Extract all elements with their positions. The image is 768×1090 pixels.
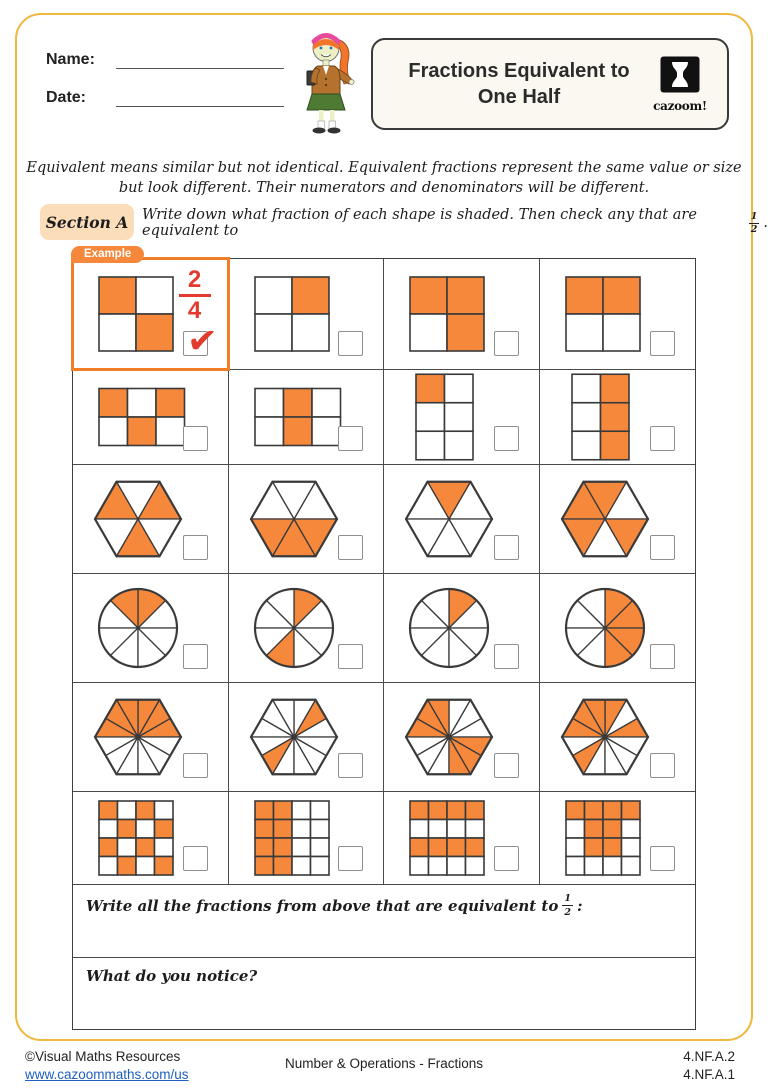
fraction-cell-r6c4 bbox=[540, 792, 696, 884]
standard-code-2: 4.NF.A.1 bbox=[683, 1067, 735, 1083]
section-suffix: . bbox=[763, 215, 768, 231]
fraction-shape-hex bbox=[249, 480, 339, 558]
answer-checkbox[interactable] bbox=[494, 535, 519, 560]
fraction-shape-grid bbox=[253, 387, 343, 448]
q2-text: What do you notice? bbox=[86, 967, 258, 985]
cazoom-logo-text: cazoom! bbox=[653, 98, 707, 113]
answer-checkbox[interactable] bbox=[650, 846, 675, 871]
date-input-line[interactable] bbox=[116, 86, 284, 107]
page-title: Fractions Equivalent to One Half bbox=[408, 59, 630, 108]
fraction-cell-r3c2 bbox=[229, 465, 385, 573]
standard-code-1: 4.NF.A.2 bbox=[683, 1049, 735, 1064]
fraction-shape-grid bbox=[97, 799, 175, 877]
answer-checkbox[interactable] bbox=[338, 846, 363, 871]
fraction-shape-grid bbox=[564, 799, 642, 877]
copyright-text: ©Visual Maths Resources bbox=[25, 1049, 181, 1064]
answer-checkbox[interactable] bbox=[183, 753, 208, 778]
answer-checkbox[interactable] bbox=[650, 535, 675, 560]
fraction-shape-hex bbox=[93, 480, 183, 558]
footer-topic: Number & Operations - Fractions bbox=[284, 1056, 484, 1071]
fraction-shape-grid bbox=[570, 372, 631, 462]
q1-suffix: : bbox=[577, 896, 583, 915]
fraction-cell-r2c1 bbox=[73, 370, 229, 464]
fraction-cell-r1c4 bbox=[540, 259, 696, 369]
answer-checkbox[interactable] bbox=[650, 426, 675, 451]
fraction-cell-r1c2 bbox=[229, 259, 385, 369]
section-a-badge: Section A bbox=[40, 204, 134, 240]
answer-checkbox[interactable] bbox=[494, 331, 519, 356]
example-answer-fraction: $\frac{2}{4}$ bbox=[179, 267, 211, 323]
fraction-cell-r4c2 bbox=[229, 574, 385, 682]
fraction-cell-r2c4 bbox=[540, 370, 696, 464]
answer-checkbox[interactable] bbox=[183, 644, 208, 669]
fraction-shape-grid bbox=[408, 275, 486, 353]
fraction-cell-r6c1 bbox=[73, 792, 229, 884]
one-half-fraction: $\frac{1}{2}$ bbox=[750, 210, 758, 235]
fraction-shape-hex bbox=[560, 698, 650, 776]
worksheet-row-3 bbox=[73, 465, 695, 574]
answer-checkbox[interactable] bbox=[183, 426, 208, 451]
intro-line-1: Equivalent means similar but not identical. Equivalent fractions represent the same value or size bbox=[26, 160, 742, 176]
mascot-girl-illustration bbox=[288, 24, 366, 141]
fraction-cell-r3c1 bbox=[73, 465, 229, 573]
fraction-shape-circle bbox=[408, 587, 490, 669]
fraction-cell-r2c3 bbox=[384, 370, 540, 464]
name-label: Name: bbox=[46, 51, 95, 68]
fraction-shape-circle bbox=[253, 587, 335, 669]
intro-line-2: but look different. Their numerators and denominators will be different. bbox=[118, 180, 650, 197]
fraction-cell-r4c3 bbox=[384, 574, 540, 682]
fraction-cell-r5c4 bbox=[540, 683, 696, 791]
fraction-shape-grid bbox=[97, 275, 175, 353]
example-tab-label: Example bbox=[71, 246, 144, 263]
cazoom-logo-icon bbox=[660, 56, 700, 98]
worksheet-row-2 bbox=[73, 370, 695, 465]
fraction-cell-r5c1 bbox=[73, 683, 229, 791]
fraction-shape-hex bbox=[93, 698, 183, 776]
answer-checkbox[interactable] bbox=[338, 331, 363, 356]
fraction-shape-grid bbox=[253, 799, 331, 877]
fraction-cell-r3c4 bbox=[540, 465, 696, 573]
answer-area-what-do-you-notice[interactable] bbox=[73, 958, 695, 1029]
fraction-cell-r6c3 bbox=[384, 792, 540, 884]
worksheet-row-5 bbox=[73, 683, 695, 792]
answer-area-equivalent-fractions[interactable] bbox=[73, 885, 695, 958]
fraction-cell-r2c2 bbox=[229, 370, 385, 464]
fraction-cell-r4c4 bbox=[540, 574, 696, 682]
q1-half-fraction: $\frac{1}{2}$ bbox=[564, 893, 571, 918]
fraction-shape-circle bbox=[97, 587, 179, 669]
title-box bbox=[371, 38, 729, 130]
fraction-cell-r6c2 bbox=[229, 792, 385, 884]
answer-checkbox[interactable] bbox=[650, 644, 675, 669]
fraction-shape-hex bbox=[404, 698, 494, 776]
answer-checkbox[interactable] bbox=[183, 846, 208, 871]
fraction-shape-grid bbox=[408, 799, 486, 877]
date-row bbox=[46, 86, 284, 107]
answer-checkbox[interactable] bbox=[650, 331, 675, 356]
answer-checkbox[interactable] bbox=[338, 535, 363, 560]
fraction-cell-r5c3 bbox=[384, 683, 540, 791]
fraction-cell-r1c3 bbox=[384, 259, 540, 369]
fraction-shape-hex bbox=[249, 698, 339, 776]
fraction-shapes-table bbox=[72, 248, 696, 1030]
answer-checkbox[interactable] bbox=[338, 644, 363, 669]
answer-checkbox[interactable] bbox=[494, 644, 519, 669]
fraction-shape-circle bbox=[564, 587, 646, 669]
fraction-shape-hex bbox=[404, 480, 494, 558]
example-checkmark-icon: ✔ bbox=[185, 319, 219, 364]
answer-checkbox[interactable] bbox=[183, 535, 208, 560]
name-input-line[interactable] bbox=[116, 48, 284, 69]
answer-checkbox[interactable] bbox=[494, 846, 519, 871]
answer-checkbox[interactable] bbox=[338, 426, 363, 451]
fraction-shape-grid bbox=[564, 275, 642, 353]
answer-checkbox[interactable] bbox=[494, 426, 519, 451]
fraction-cell-r5c2 bbox=[229, 683, 385, 791]
name-row bbox=[46, 48, 284, 69]
worksheet-row-6 bbox=[73, 792, 695, 885]
website-link[interactable]: www.cazoommaths.com/us bbox=[25, 1067, 189, 1083]
answer-checkbox[interactable] bbox=[338, 753, 363, 778]
answer-checkbox[interactable] bbox=[494, 753, 519, 778]
fraction-shape-grid bbox=[414, 372, 475, 462]
fraction-cell-r3c3 bbox=[384, 465, 540, 573]
q1-text: Write all the fractions from above that are equivalent to bbox=[86, 896, 559, 915]
fraction-shape-grid bbox=[97, 387, 187, 448]
fraction-cell-r1c1 bbox=[73, 248, 229, 369]
worksheet-row-4 bbox=[73, 574, 695, 683]
cazoom-logo bbox=[649, 56, 711, 113]
date-label: Date: bbox=[46, 89, 87, 106]
section-instruction-text: Write down what fraction of each shape is shaded. Then check any that are equivalent to bbox=[142, 207, 697, 239]
fraction-shape-hex bbox=[560, 480, 650, 558]
footer-standards bbox=[683, 1048, 735, 1084]
fraction-cell-r4c1 bbox=[73, 574, 229, 682]
fraction-shape-grid bbox=[253, 275, 331, 353]
worksheet-row-1 bbox=[73, 248, 695, 370]
answer-checkbox[interactable] bbox=[650, 753, 675, 778]
intro-text bbox=[0, 158, 768, 199]
section-a-instruction bbox=[142, 204, 768, 242]
